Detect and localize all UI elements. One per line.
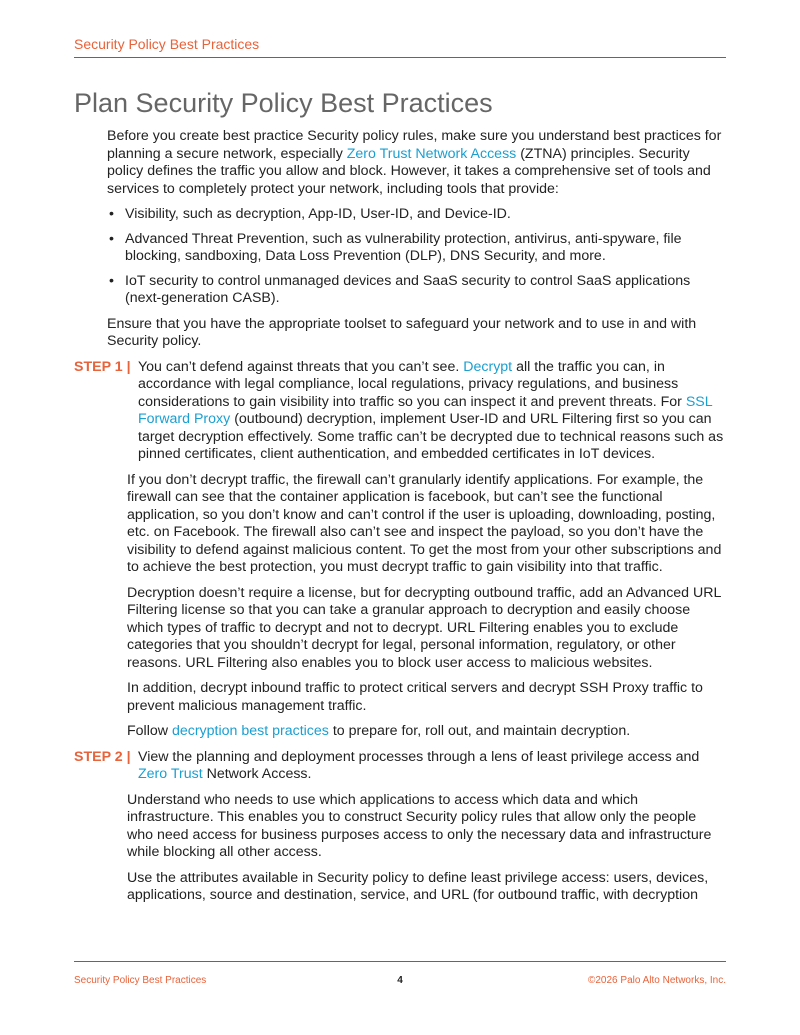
- intro-paragraph: [107, 128, 726, 198]
- step-1-lead-paragraph: [138, 359, 726, 464]
- step-2-lead-paragraph: [138, 749, 726, 784]
- zero-trust-network-access-link[interactable]: Zero Trust Network Access: [346, 145, 517, 162]
- step-1-lead: [74, 359, 726, 464]
- step-1-text-b: all the traffic you can, in accordance with legal compliance, local regulations, privacy regulations, and business considerations to gain visibility into traffic so you can inspect it and prevent threats. For: [138, 358, 686, 410]
- step-1-paragraph-license: Decryption doesn’t require a license, but for decrypting outbound traffic, add an Advanced URL Filtering license so that you can take a granular approach to decryption and easily choose which types of traffic to decrypt and not to decrypt. URL Filtering enables you to exclude categories that you shouldn’t decrypt for legal, personal information, regulatory, or other reasons. URL Filtering also enables you to block user access to malicious websites.: [127, 584, 721, 671]
- step-1-paragraph-inbound: In addition, decrypt inbound traffic to protect critical servers and decrypt SSH Proxy traffic to prevent malicious management traffic.: [127, 680, 703, 714]
- step-2-lead: [74, 749, 726, 784]
- page-footer: [74, 975, 726, 989]
- step-1-text-c: (outbound) decryption, implement User-ID and URL Filtering first so you can target decryption effectively. Some traffic can’t be decrypted due to technical reasons such as pinned certificates, client authentication, and embedded certificates in IoT devices.: [138, 411, 724, 462]
- capability-list: [107, 206, 726, 308]
- list-item: • IoT security to control unmanaged devices and SaaS security to control SaaS applications (next-generation CASB).: [107, 273, 726, 308]
- step-1-label: STEP 1 |: [74, 358, 131, 375]
- step-1-paragraph-visibility: If you don’t decrypt traffic, the firewall can’t granularly identify applications. For example, the firewall can see that the container application is facebook, but can’t see the functional application, so you don’t know and can’t control if the user is uploading, downloading, posting, etc. on Facebook. The firewall also can’t see and inspect the payload, so you don’t have the visibility to defend against malicious content. To get the most from your other subscriptions and to achieve the best protection, you must decrypt traffic to gain visibility into that traffic.: [127, 471, 722, 575]
- running-header: Security Policy Best Practices: [74, 36, 260, 52]
- step-2-label: STEP 2 |: [74, 748, 131, 765]
- decrypt-link[interactable]: Decrypt: [463, 358, 513, 375]
- intro-section: [74, 128, 726, 351]
- list-item: • Advanced Threat Prevention, such as vulnerability protection, antivirus, anti-spyware, file blocking, sandboxing, Data Loss Prevention (DLP), DNS Security, and more.: [107, 231, 726, 266]
- document-body: [74, 128, 726, 913]
- step-2-details: [74, 792, 726, 905]
- page-number: 4: [397, 975, 403, 986]
- step-2-paragraph-understand: Understand who needs to use which applications to access which data and which infrastructure. This enables you to construct Security policy rules that allow only the people who need access for business purposes access to only the necessary data and infrastructure while blocking all other access.: [127, 791, 712, 860]
- step-2: [74, 749, 726, 905]
- step-1-paragraph-follow: [127, 723, 726, 741]
- step-1: [74, 359, 726, 741]
- step-2-text-b: Network Access.: [202, 766, 312, 782]
- footer-copyright: ©2026 Palo Alto Networks, Inc.: [588, 975, 726, 986]
- header-divider: [74, 57, 726, 58]
- step-2-paragraph-attributes: Use the attributes available in Security policy to define least privilege access: users, devices, applications, source and destination, service, and URL (for outbound traffic, with decryption: [127, 869, 709, 903]
- step-1-details: [74, 472, 726, 741]
- list-item: • Visibility, such as decryption, App-ID, User-ID, and Device-ID.: [107, 206, 726, 224]
- follow-text-b: to prepare for, roll out, and maintain decryption.: [328, 723, 631, 739]
- ssl-forward-proxy-link[interactable]: SSL Forward Proxy: [138, 393, 713, 427]
- step-1-text-a: You can’t defend against threats that you can’t see.: [138, 358, 464, 375]
- step-2-text-a: View the planning and deployment processes through a lens of least privilege access and: [138, 748, 700, 765]
- follow-text-a: Follow: [127, 723, 172, 739]
- intro-text-b: (ZTNA) principles. Security policy defines the traffic you allow and block. However, it takes a comprehensive set of tools and services to completely protect your network, including tools that provide:: [107, 145, 711, 197]
- page-title: Plan Security Policy Best Practices: [74, 88, 493, 118]
- toolset-paragraph: Ensure that you have the appropriate toolset to safeguard your network and to use in and with Security policy.: [107, 315, 697, 349]
- footer-doc-title: Security Policy Best Practices: [74, 975, 207, 986]
- footer-divider: [74, 961, 726, 962]
- decryption-best-practices-link[interactable]: decryption best practices: [171, 723, 329, 739]
- zero-trust-link[interactable]: Zero Trust: [138, 766, 203, 782]
- intro-text-a: Before you create best practice Security policy rules, make sure you understand best practices for planning a secure network, especially: [107, 128, 722, 162]
